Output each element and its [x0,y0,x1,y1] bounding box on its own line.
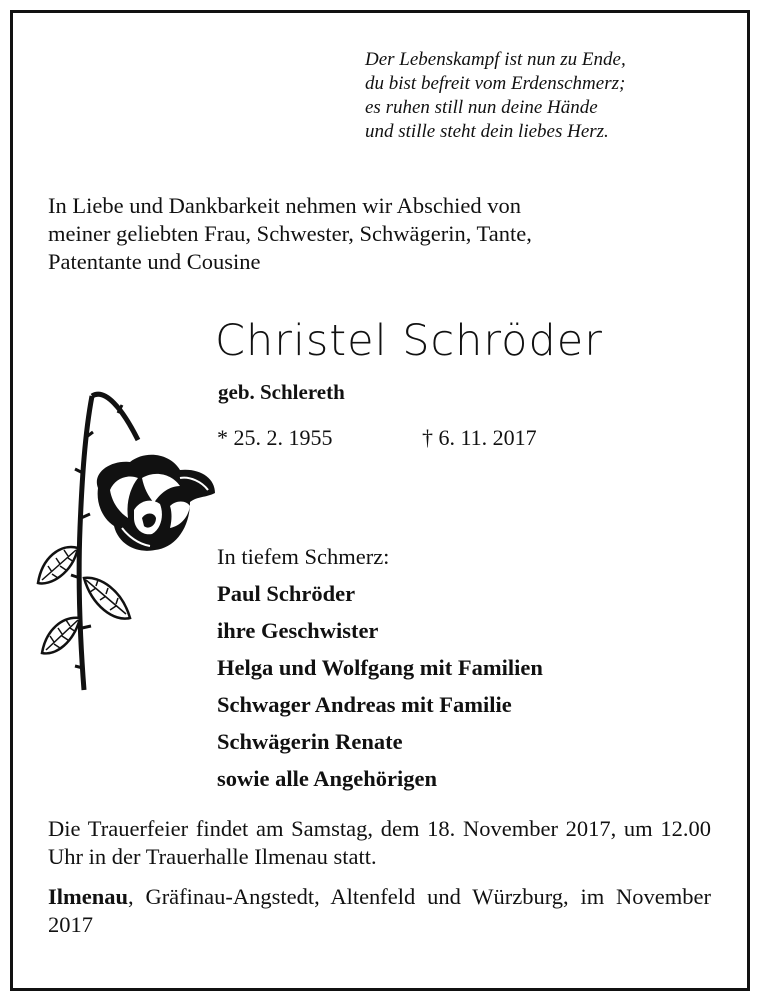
poem-line: es ruhen still nun deine Hände [365,97,598,118]
death-date: † 6. 11. 2017 [422,425,537,450]
deceased-name: Christel Schröder [215,316,603,366]
mourner-entry: Schwager Andreas mit Familie [217,692,512,717]
life-dates [217,425,537,451]
funeral-notice: Die Trauerfeier findet am Samstag, dem 18. November 2017, um 12.00 Uhr in der Trauerhalle Ilmenau statt. [48,816,711,869]
intro-line: In Liebe und Dankbarkeit nehmen wir Abschied von [48,193,521,218]
maiden-name: geb. Schlereth [218,380,345,404]
poem-line: du bist befreit vom Erdenschmerz; [365,73,626,94]
mourners-list [217,538,543,797]
mourners-heading: In tiefem Schmerz: [217,544,390,569]
mourner-entry: Schwägerin Renate [217,729,403,754]
mourner-entry: Helga und Wolfgang mit Familien [217,655,543,680]
intro-line: meiner geliebten Frau, Schwester, Schwägerin, Tante, [48,221,532,246]
wilted-rose-icon [30,378,230,698]
mourner-entry: Paul Schröder [217,581,356,606]
poem-line: Der Lebenskampf ist nun zu Ende, [365,49,626,70]
intro-line: Patentante und Cousine [48,249,261,274]
mourner-entry: sowie alle Angehörigen [217,766,437,791]
birth-date: * 25. 2. 1955 [217,425,333,450]
place-and-date [48,883,711,939]
place-rest: , Gräfinau-Angstedt, Altenfeld und Würzburg, im November 2017 [48,884,711,937]
mourner-entry: ihre Geschwister [217,618,379,643]
poem [365,48,626,144]
poem-line: und stille steht dein liebes Herz. [365,121,609,142]
intro-text [48,192,532,276]
place-city: Ilmenau [48,884,129,909]
